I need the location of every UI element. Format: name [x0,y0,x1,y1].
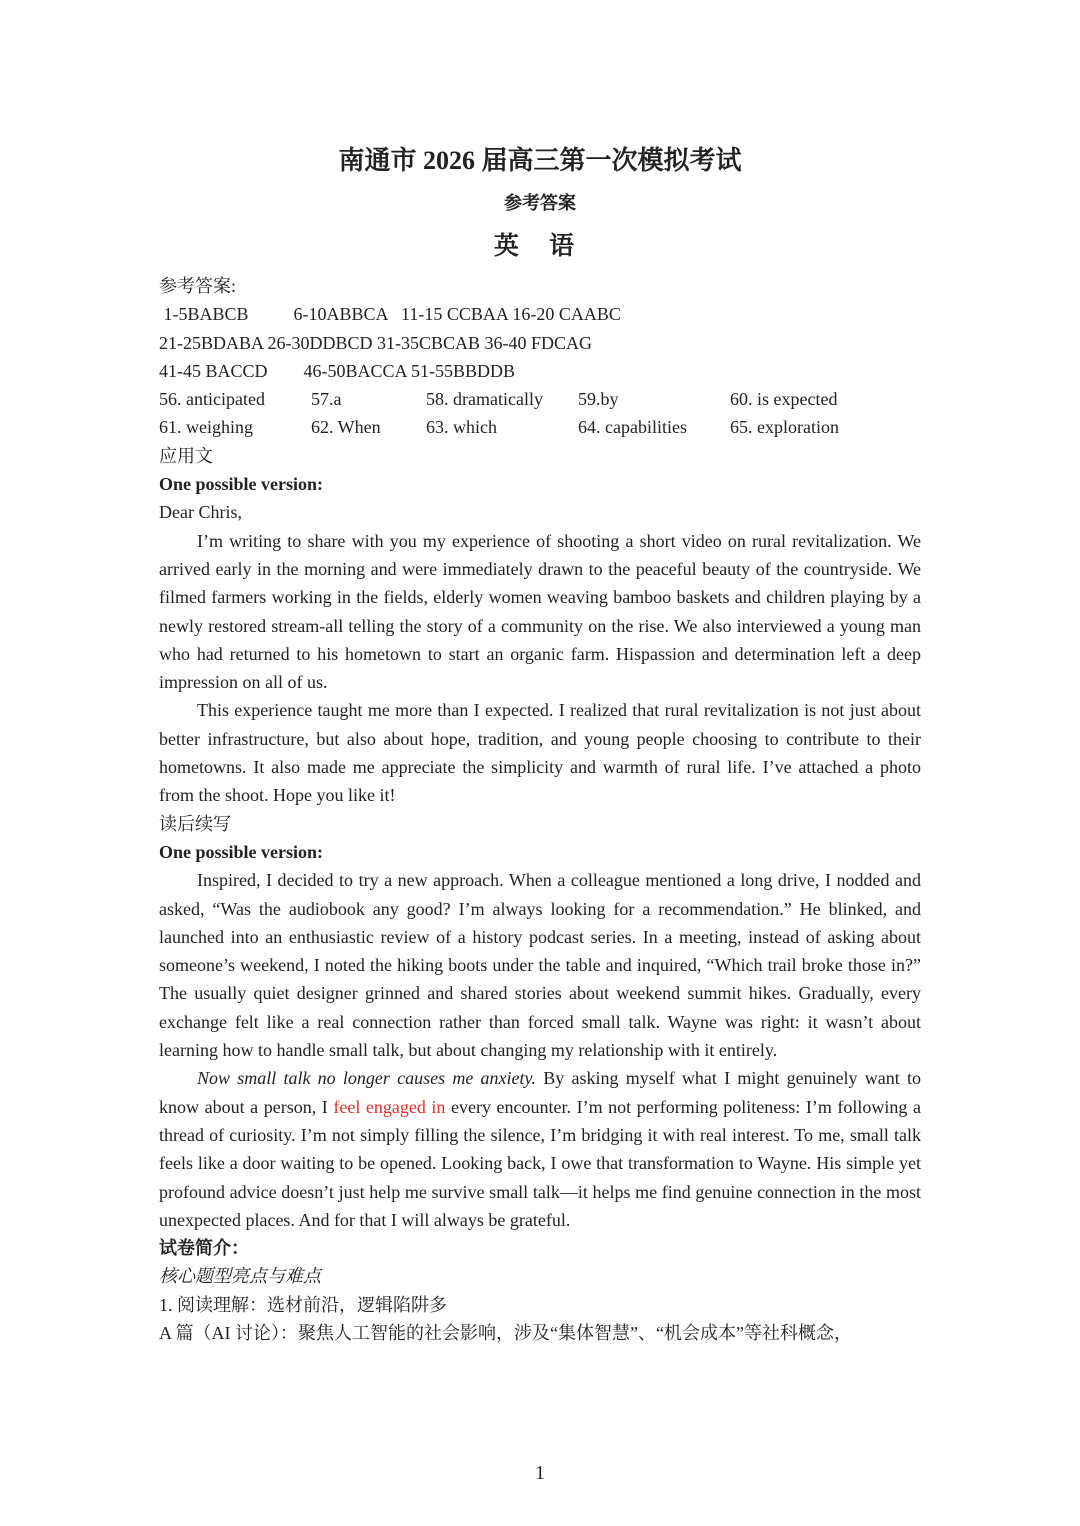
story-paragraph: Inspired, I decided to try a new approach. When a colleague mentioned a long drive, I nodded and asked, “Was the audiobook any good? I’m always looking for a recommendation.” He blinked, and launched into an enthusiastic review of a history podcast series. In a meeting, instead of asking about someone’s weekend, I noted the hiking boots under the table and inquired, “Which trail broke those in?” The usually quiet designer grinned and shared stories about weekend summit hikes. Gradually, every exchange felt like a real connection rather than forced small talk. Wayne was right: it wasn’t about learning how to handle small talk, but about changing my relationship with it entirely. [159,870,921,1061]
section-label-continuation: 读后续写 [159,813,231,834]
answer-line-3: 41-45 BACCD 46-50BACCA 51-55BBDDB [159,360,516,381]
fill-answer-65: 65. exploration [730,417,839,438]
story-text: every encounter. I’m not performing politeness: I’m following a thread of curiosity. I’m not simply filling the silence, I’m bridging it with real interest. To me, small talk feels like a door waiting to be opened. Looking back, I owe that transformation to Wayne. His simple yet profound advice doesn’t just help me survive small talk—it helps me find genuine connection in the most unexpected places. And for that I will always be grateful. [159,1096,921,1230]
exam-title: 南通市 2026 届高三第一次模拟考试 [338,146,742,175]
fill-answer-61: 61. weighing [159,417,253,438]
version-heading: One possible version: [159,841,324,862]
letter-greeting: Dear Chris, [159,502,242,523]
fill-answer-row [159,385,921,413]
fill-answer-57: 57.a [311,389,342,410]
fill-answer-56: 56. anticipated [159,389,265,410]
fill-answer-59: 59.by [578,389,619,410]
fill-answer-60: 60. is expected [730,389,838,410]
story-opening-sentence: Now small talk no longer causes me anxiety. [197,1068,537,1089]
answer-content [159,272,921,1347]
letter-paragraph: I’m writing to share with you my experience of shooting a short video on rural revitalization. We arrived early in the morning and were immediately drawn to the peaceful beauty of the countryside. We filmed farmers working in the fields, elderly women weaving bamboo baskets and children playing by a newly restored stream-all telling the story of a community on the rise. We also interviewed a young man who had returned to his hometown to start an organic farm. Hispassion and determination left a deep impression on all of us. [159,530,921,693]
highlighted-phrase: feel engaged in [333,1096,446,1117]
exam-subtitle: 参考答案 [504,193,576,213]
story-text: By asking myself what I might genuinely want to know about a person, I [159,1068,921,1117]
section-label-writing: 应用文 [159,445,213,466]
fill-answer-58: 58. dramatically [426,389,543,410]
story-paragraph [159,1064,921,1234]
version-heading: One possible version: [159,474,324,495]
answer-line-1: 1-5BABCB 6-10ABBCA 11-15 CCBAA 16-20 CAABC [159,304,621,325]
intro-item: 1. 阅读理解：选材前沿，逻辑陷阱多 [159,1294,447,1315]
intro-heading: 试卷简介： [159,1238,249,1259]
letter-paragraph: This experience taught me more than I expected. I realized that rural revitalization is not just about better infrastructure, but also about hope, tradition, and young people choosing to contribute to their hometowns. It also made me appreciate the simplicity and warmth of rural life. I’ve attached a photo from the shoot. Hope you like it! [159,700,921,806]
fill-answer-64: 64. capabilities [578,417,687,438]
answers-label: 参考答案: [159,276,237,296]
fill-answer-63: 63. which [426,417,497,438]
answer-line-2: 21-25BDABA 26-30DDBCD 31-35CBCAB 36-40 FDCAG [159,332,593,353]
intro-item: A 篇（AI 讨论）：聚焦人工智能的社会影响，涉及“集体智慧”、“机会成本”等社科概念， [159,1322,852,1343]
fill-answer-62: 62. When [311,417,381,438]
intro-subheading: 核心题型亮点与难点 [159,1266,321,1287]
page-number: 1 [535,1462,545,1484]
fill-answer-row [159,413,921,441]
subject-heading: 英 语 [493,233,587,260]
